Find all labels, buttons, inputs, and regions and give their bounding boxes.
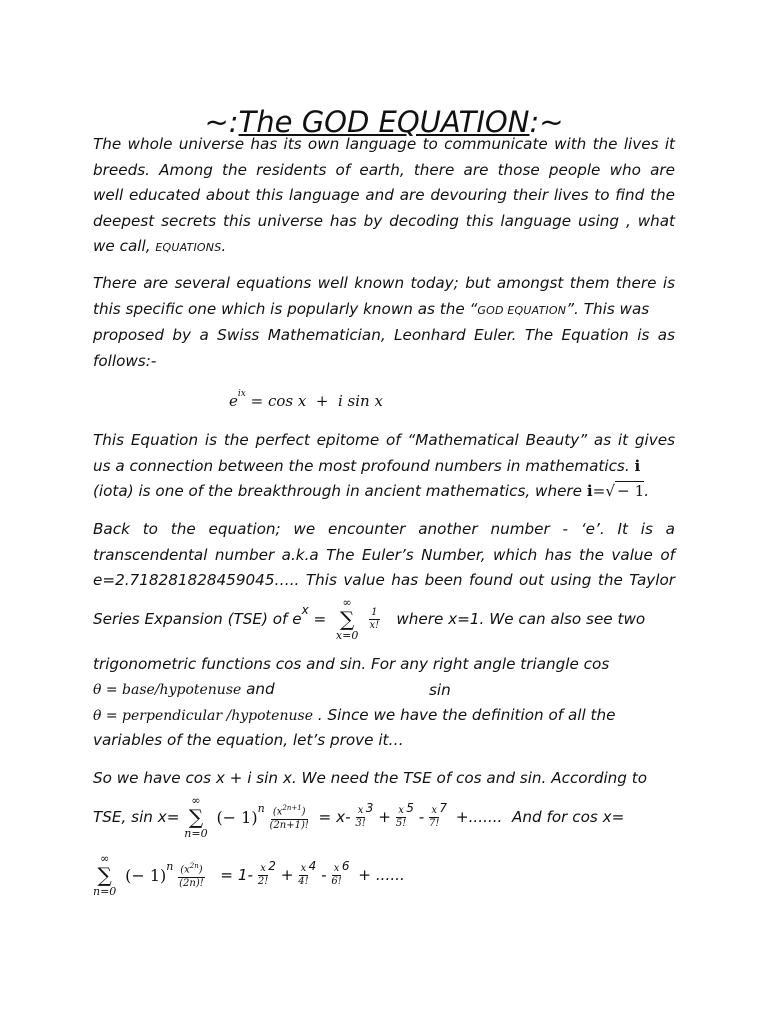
text-line: transcendental number a.k.a The Euler’s Number, which has the value of	[93, 545, 675, 564]
summation	[184, 794, 207, 840]
paragraph-beauty	[93, 428, 675, 505]
text-fragment: where x=1. We can also see two	[396, 610, 646, 628]
exponent: 5	[406, 800, 414, 815]
text-fragment: (x	[272, 806, 283, 818]
sum-sign: ∑	[188, 805, 204, 829]
text-fragment: = x-	[313, 808, 351, 826]
text-fragment: and	[241, 680, 275, 698]
exponent: 2	[268, 858, 276, 873]
text-line: This Equation is the perfect epitome of “Mathematical Beauty” as it gives	[93, 431, 675, 449]
text-line: proposed by a Swiss Mathematician, Leonhard Euler. The Equation is as	[93, 326, 675, 345]
fraction-denominator: (2n)!	[179, 877, 204, 889]
operator: -	[418, 808, 425, 826]
text-fragment: (iota) is one of the breakthrough in ancient mathematics, where	[93, 482, 587, 501]
sum-upper-limit: ∞	[100, 852, 110, 865]
text-fragment: )	[198, 864, 203, 876]
operator: -	[321, 866, 327, 884]
euler-rhs: = cos x + i sin x	[245, 392, 383, 410]
text-line	[93, 297, 675, 324]
sum-sign: ∑	[339, 607, 355, 631]
fraction	[270, 802, 309, 831]
paragraph-euler-number	[93, 517, 675, 594]
title-suffix: :~	[529, 105, 564, 140]
euler-formula	[229, 389, 383, 410]
fraction	[369, 607, 379, 632]
operator: +	[378, 808, 391, 826]
text-line: breeds. Among the residents of earth, there are those people who are	[93, 160, 675, 179]
text-fragment: TSE, sin x=	[93, 808, 180, 826]
text-fragment: Series Expansion (TSE) of e	[93, 610, 302, 628]
text-line	[93, 234, 675, 261]
fraction-numerator: 1	[371, 606, 378, 618]
sum-lower-limit: n=0	[93, 885, 117, 898]
text-fragment: = 1-	[215, 866, 253, 884]
sin-definition: θ = perpendicular /hypotenuse	[93, 708, 313, 724]
fraction-denominator: 7!	[429, 817, 440, 829]
text-fragment: we call,	[93, 237, 156, 256]
fraction-numerator	[271, 802, 308, 819]
text-fragment: .	[644, 482, 650, 501]
text-fragment: us a connection between the most profound numbers in mathematics.	[93, 456, 635, 475]
fraction-numerator: x	[260, 862, 266, 874]
fraction	[429, 805, 439, 830]
exponent: 7	[439, 800, 448, 815]
sum-sign: ∑	[97, 863, 112, 887]
sum-lower-limit: n=0	[184, 827, 208, 840]
sum-lower-limit: x=0	[335, 629, 359, 642]
fraction-denominator: 4!	[298, 875, 309, 887]
text-fragment: + ......	[358, 866, 405, 884]
fraction-numerator	[178, 860, 204, 877]
paragraph-god-equation	[93, 271, 675, 374]
fraction	[396, 805, 406, 830]
fraction-denominator: 6!	[331, 875, 342, 887]
text-fragment: )	[301, 806, 306, 818]
exponent: 2n+1	[282, 804, 302, 813]
sign-factor: (− 1)	[216, 807, 258, 827]
summation	[93, 852, 116, 898]
text-fragment: . Since we have the definition of all the	[312, 706, 616, 724]
fraction-numerator: x	[431, 804, 438, 816]
summation	[336, 596, 358, 642]
exponent: 3	[365, 800, 374, 815]
text-line: There are several equations well known today; but amongst them there is	[93, 274, 675, 292]
sqrt-radicand: − 1	[617, 482, 645, 501]
iota-symbol: i	[586, 482, 593, 501]
fraction	[258, 863, 268, 888]
sin-series-line	[93, 794, 624, 840]
text-fragment: +....... And for cos x=	[455, 808, 625, 826]
equations-term: EQUATIONS	[155, 241, 222, 255]
tse-exp-line	[93, 596, 645, 642]
exponent: n	[166, 859, 174, 873]
text-line: deepest secrets this universe has by decoding this language using , what	[93, 211, 675, 230]
exponent: 2n	[189, 862, 199, 871]
title-prefix: ~:	[204, 105, 239, 140]
text-line: Back to the equation; we encounter another number - ‘e’. It is a	[93, 520, 675, 538]
text-line	[93, 680, 275, 699]
text-line	[93, 479, 675, 505]
fraction	[178, 860, 204, 889]
text-fragment: =	[308, 610, 332, 628]
god-equation-term: GOD EQUATION	[477, 303, 567, 317]
fraction	[355, 805, 365, 830]
fraction-denominator: x!	[369, 619, 380, 631]
euler-base: e	[229, 392, 238, 410]
cos-definition: θ = base/hypotenuse	[93, 682, 242, 698]
sum-upper-limit: ∞	[342, 596, 352, 609]
text-line: So we have cos x + i sin x. We need the TSE of cos and sin. According to	[93, 769, 648, 787]
text-line: The whole universe has its own language to communicate with the lives it	[93, 135, 675, 153]
fraction-numerator: x	[333, 862, 340, 874]
fraction-denominator: 2!	[257, 875, 269, 887]
operator: +	[280, 866, 294, 884]
euler-exponent: ix	[237, 389, 246, 399]
text-line: e=2.718281828459045….. This value has been found out using the Taylor	[93, 571, 675, 590]
sum-upper-limit: ∞	[191, 794, 201, 807]
fraction-denominator: 3!	[355, 817, 366, 829]
text-fragment: (x	[180, 864, 190, 876]
fraction-denominator: 5!	[395, 817, 407, 829]
text-line: trigonometric functions cos and sin. For any right angle triangle cos	[93, 655, 610, 673]
fraction-numerator: x	[357, 804, 364, 816]
sqrt-sign: =√	[592, 482, 616, 501]
text-line: well educated about this language and are devouring their lives to find the	[93, 186, 675, 205]
text-fragment: this specific one which is popularly known as the “	[93, 299, 478, 318]
fraction-numerator: x	[300, 862, 307, 874]
fraction	[298, 863, 308, 888]
fraction	[331, 863, 341, 888]
title-main: The GOD EQUATION	[238, 105, 530, 140]
text-line	[93, 454, 675, 480]
text-line: follows:-	[93, 351, 157, 370]
text-fragment: .	[221, 237, 227, 256]
exponent: 6	[341, 858, 350, 873]
fraction-denominator: (2n+1)!	[269, 819, 309, 831]
text-fragment: sin	[429, 681, 451, 699]
sign-factor: (− 1)	[125, 865, 167, 885]
exponent: n	[257, 801, 265, 815]
text-line: variables of the equation, let’s prove it…	[93, 731, 404, 749]
exponent: 4	[308, 858, 317, 873]
paragraph-intro	[93, 132, 675, 261]
text-line	[93, 706, 615, 725]
iota-symbol: i	[634, 456, 641, 475]
cos-series-line	[93, 852, 405, 898]
exponent: x	[301, 602, 309, 617]
fraction-numerator: x	[398, 804, 404, 816]
text-fragment: ”. This was	[566, 299, 650, 318]
